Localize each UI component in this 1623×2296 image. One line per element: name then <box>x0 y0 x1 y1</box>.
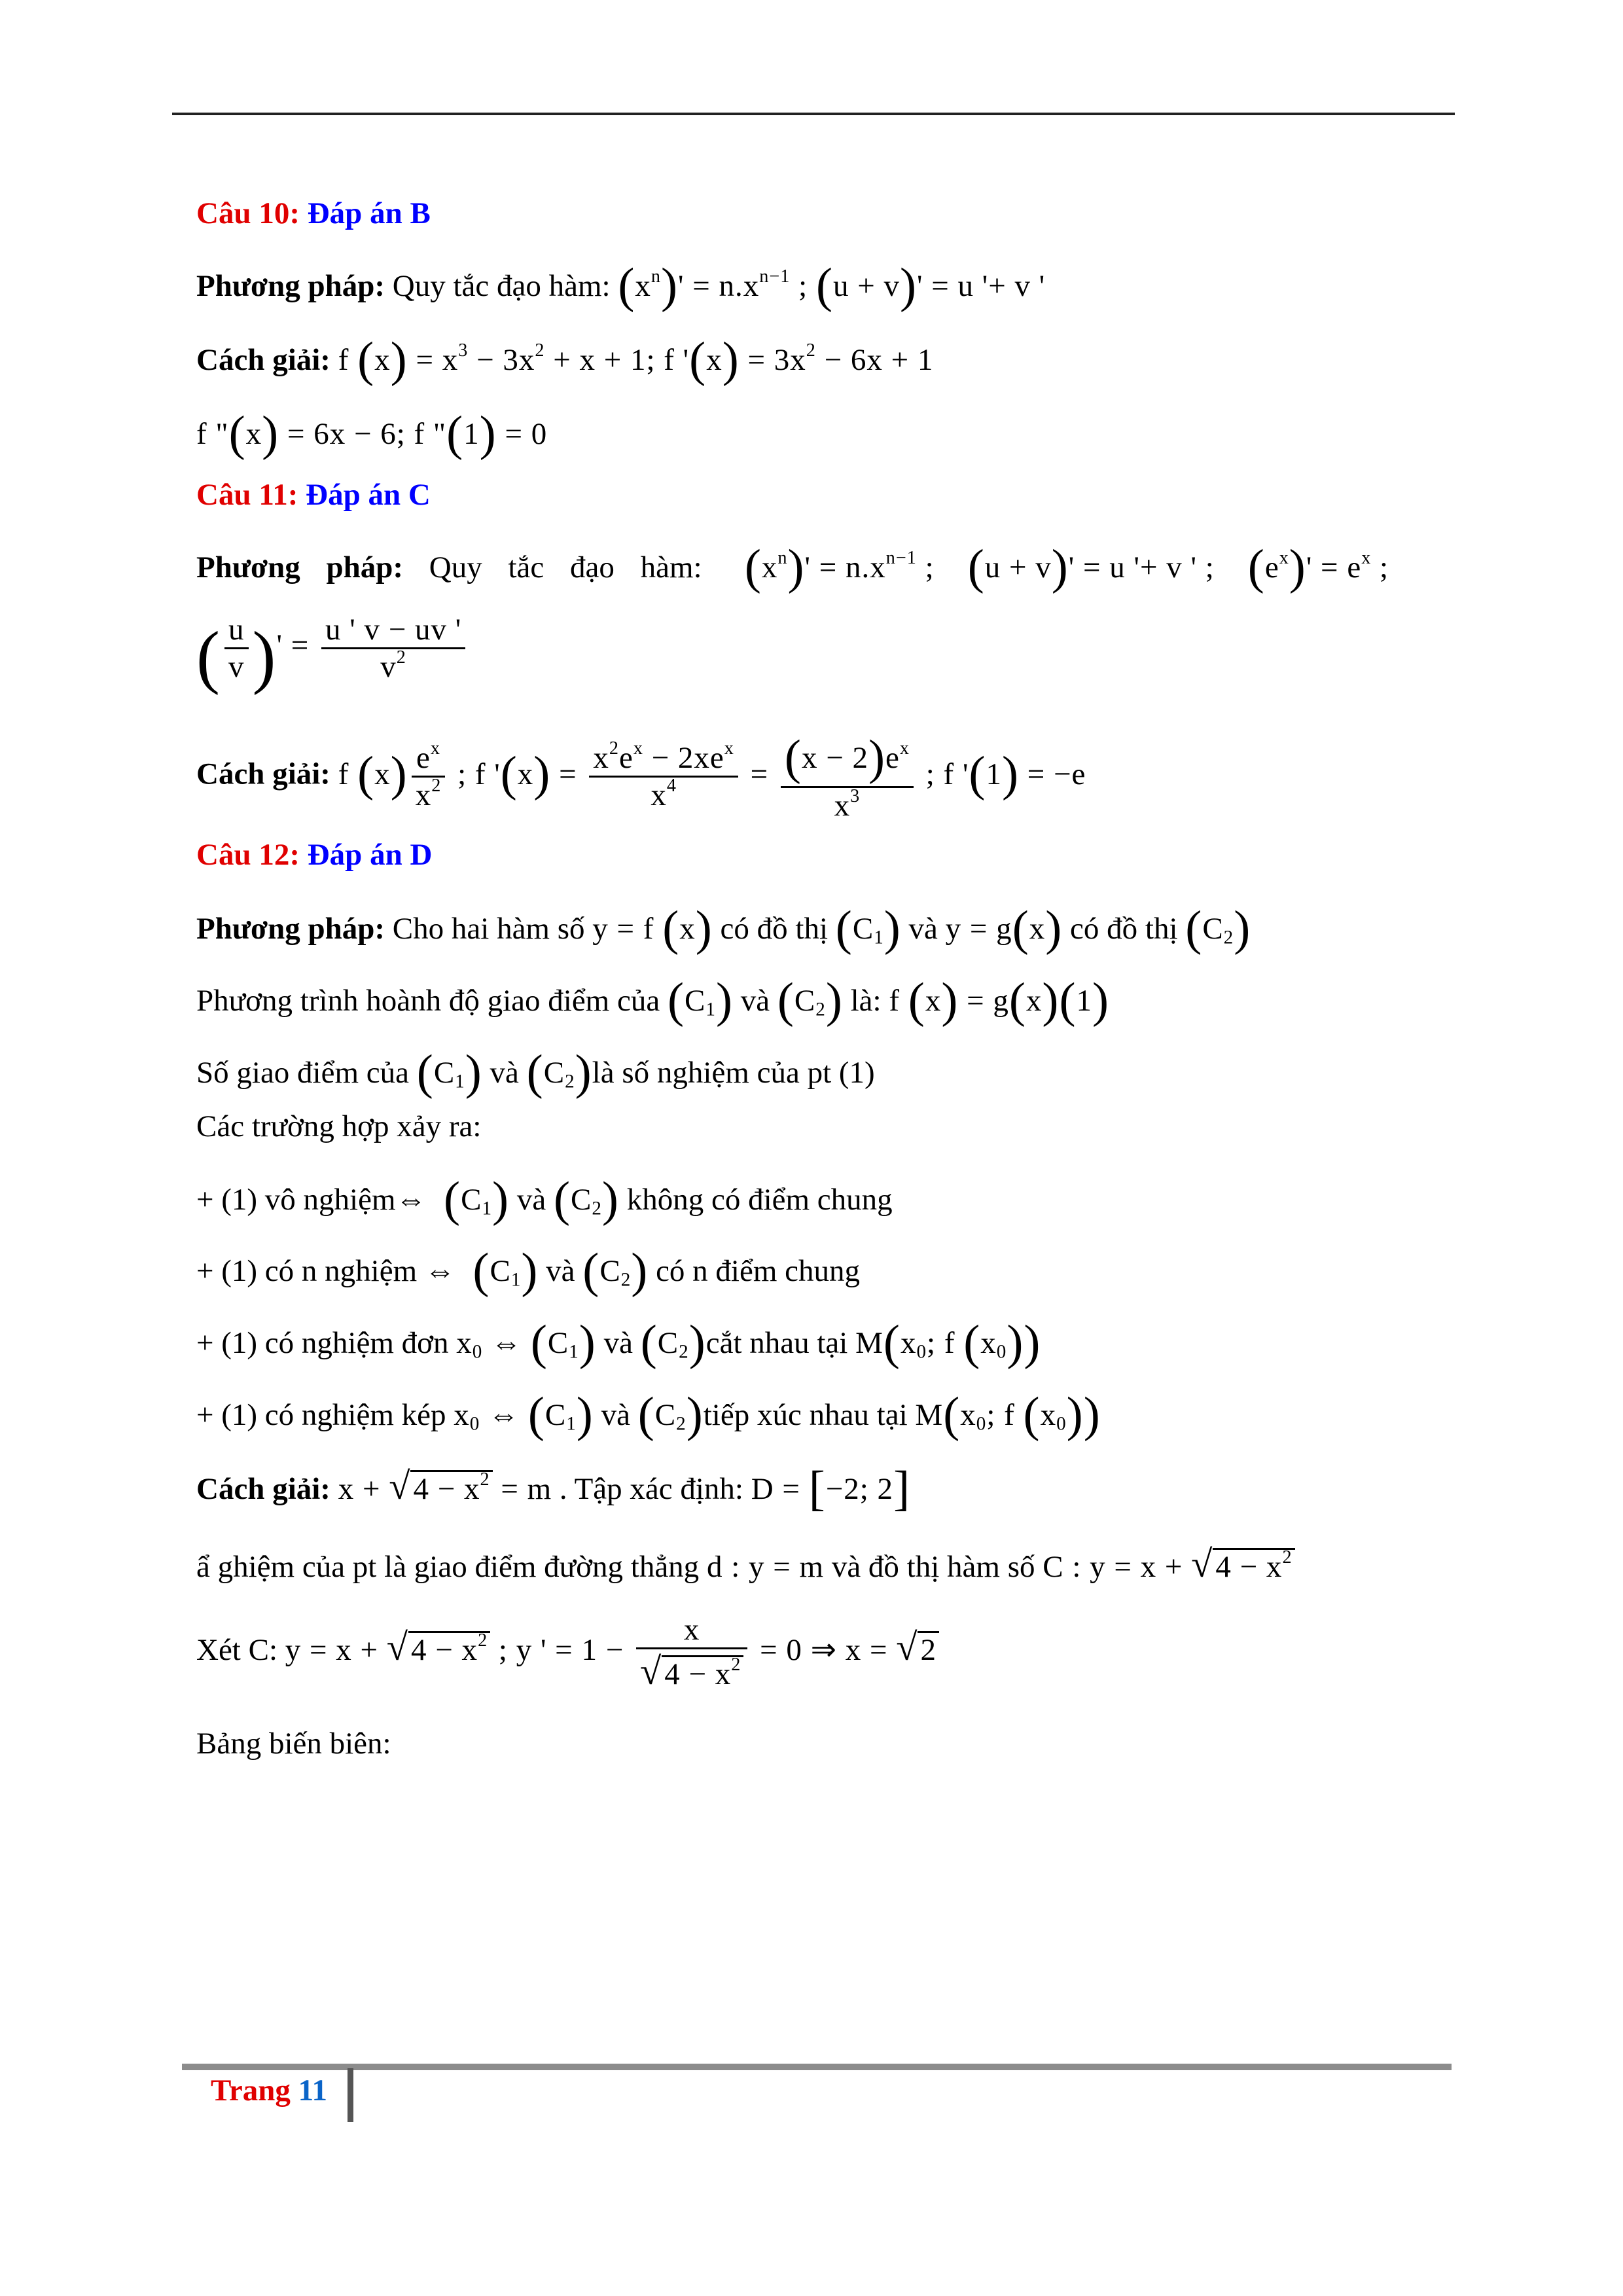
q10-method: Phương pháp: Quy tắc đạo hàm: $(x^n)' = n.x^{n-1}$ ; (u + v)' = u '+ v ' <box>196 259 1046 313</box>
q12-graph-intersection: ẩ ghiệm của pt là giao điểm đường thẳng d : y = m và đồ thị hàm số C : $y = x + √4 - x^2$ <box>196 1541 1295 1588</box>
q12-solution: Cách giải: $x + √4 - x^2 = m$ . Tập xác định: D = [−2; 2] <box>196 1462 911 1516</box>
footer-separator <box>348 2068 353 2122</box>
q12-case-4: + (1) có nghiệm kép $x_0$ ⇔ $(C_1)$ và $(C_2)tiếp$ xúc nhau tại $M(x_0$; f $(x_0)$) <box>196 1388 1101 1442</box>
q10-second-derivative: f "(x) = 6x − 6; f "(1) = 0 <box>196 406 548 461</box>
q11-derivative: f (x) $\frac{e^x}{x^2}$ ; f '(x) = $\frac{x^2e^x - 2xe^x}{x^4}$ = $\frac{(x - 2)e^x}{x^3}$ ; f '(1) = −e <box>338 730 1086 823</box>
q11-formulas: $(x^n)' = n.x^{n-1}$ ; (u + v)' = u '+ v ' ; $(e^x)' = e^x$ ; <box>744 540 1389 594</box>
q11-solution: Cách giải: f (x) $\frac{e^x}{x^2}$ ; f '(x) = $\frac{x^2e^x - 2xe^x}{x^4}$ = $\frac{(x - 2)e^x}{x^3}$ ; f '(1) = −e <box>196 730 1086 823</box>
q12-heading: Câu 12: Đáp án D <box>196 838 433 872</box>
q12-cases-title: Các trường hợp xảy ra: <box>196 1109 482 1143</box>
q10-solution: Cách giải: f $(x) = x^3 - 3x^2 + x + 1$; f '$(x) = 3x^2 - 6x + 1$ <box>196 332 934 387</box>
page-number: 11 <box>298 2073 328 2108</box>
page-footer: Trang 11 <box>211 2073 328 2108</box>
q12-case-2: + (1) có n nghiệm ⇔ $(C_1)$ và $(C_2)$ có n điểm chung <box>196 1244 861 1298</box>
q10-heading: Câu 10: Đáp án B <box>196 196 431 230</box>
q11-heading: Câu 11: Đáp án C <box>196 478 431 512</box>
q12-intersection-count: Số giao điểm của $(C_1)$ và $(C_2)là$ số nghiệm của pt (1) <box>196 1045 875 1100</box>
q12-intersection-equation: Phương trình hoành độ giao điểm của $(C_1)$ và $(C_2)$ là: f (x) = g(x)(1) <box>196 973 1110 1028</box>
q12-method: Phương pháp: Cho hai hàm số y = f (x) có đồ thị $(C_1)$ và y = g(x) có đồ thị $(C_2)$ <box>196 901 1251 956</box>
q12-variation-table-title: Bảng biến biên: <box>196 1727 391 1761</box>
q12-case-3: + (1) có nghiệm đơn $x_0$ ⇔ $(C_1)$ và $(C_2)cắt$ nhau tại $M(x_0$; f $(x_0)$) <box>196 1316 1041 1370</box>
footer-rule <box>182 2064 1452 2070</box>
q10-fx: f $(x) = x^3 - 3x^2 + x + 1$; f '$(x) = 3x^2 - 6x + 1$ <box>338 332 934 387</box>
q12-consider-c: Xét C: $y = x + √4 - x^2$ ; y ' = 1 − $\frac{x}{√4 - x^2}$ = 0 ⇒ x = √2 <box>196 1612 939 1694</box>
q11-method: Phương pháp: Quy tắc đạo hàm: $(x^n)' = n.x^{n-1}$ ; (u + v)' = u '+ v ' ; $(e^x)' = e^x$ ; <box>196 540 1389 594</box>
q12-case-1: + (1) vô nghiệm⇔ $(C_1)$ và $(C_2)$ không có điểm chung <box>196 1172 893 1227</box>
q10-formula-power: $(x^n)' = n.x^{n-1}$ ; (u + v)' = u '+ v ' <box>618 259 1046 313</box>
header-rule <box>172 113 1455 115</box>
q11-quotient-rule: ( $\frac{u}{v}$ )' = $\frac{u ' v - uv '}{v^2}$ <box>196 612 469 700</box>
